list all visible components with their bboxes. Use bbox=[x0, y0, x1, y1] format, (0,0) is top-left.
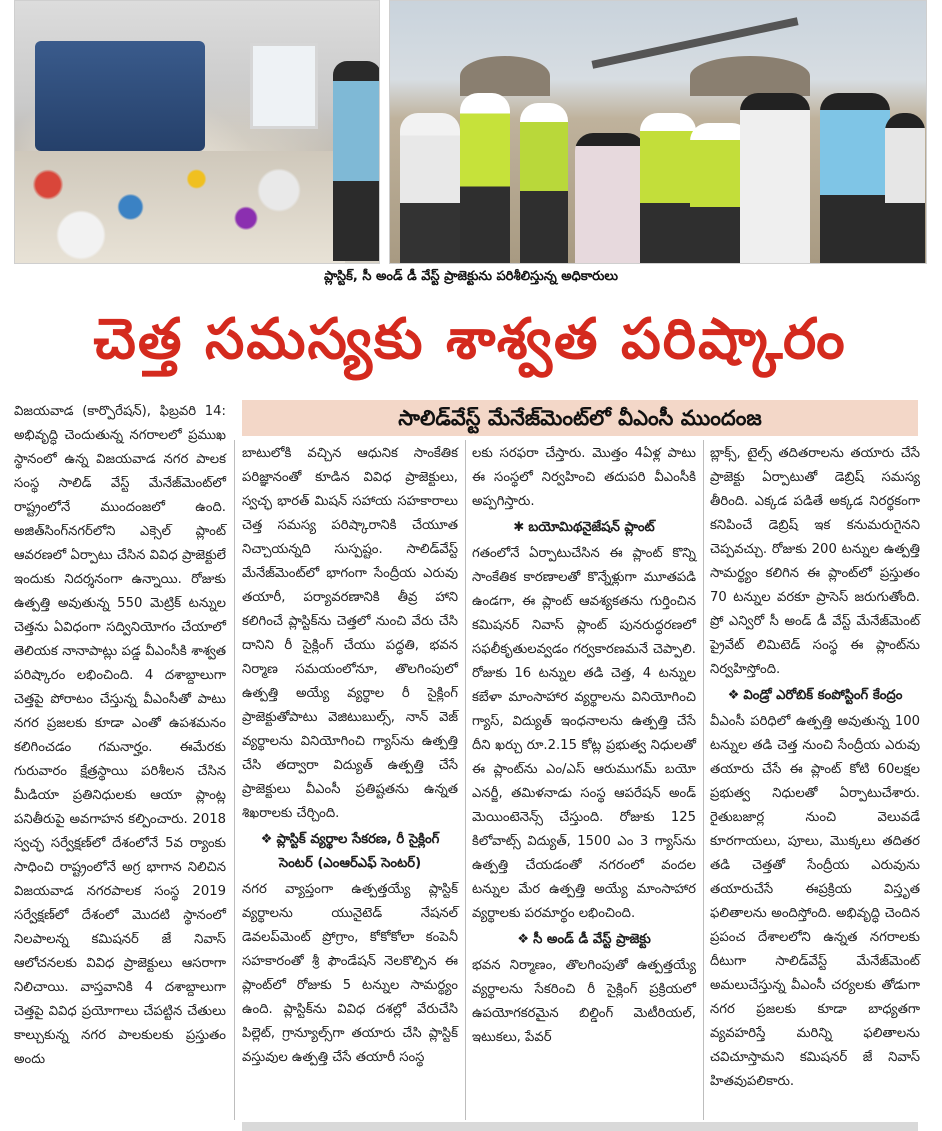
photo-cd-waste-site bbox=[389, 0, 927, 264]
subheadline: సాలిడ్‌వేస్ట్ మేనేజ్‌మెంట్‌లో వీఎంసీ ముందంజ bbox=[242, 400, 918, 436]
material-pile bbox=[460, 56, 550, 96]
article-column-4 bbox=[710, 442, 920, 1094]
section-bullet-icon: ✱ bbox=[513, 520, 525, 535]
article-column-2 bbox=[242, 442, 458, 1070]
headline: చెత్త సమస్యకు శాశ్వత పరిష్కారం bbox=[93, 307, 847, 372]
paragraph: వీఎంసీ పరిధిలో ఉత్పత్తి అవుతున్న 100 టన్నుల తడి చెత్త నుంచి సేంద్రీయ ఎరువు తయారు చేసే ఈ ప్లాంట్ కోటి 60లక్షల ప్రభుత్వ నిధులతో ఏర్పాటుచేశారు. రైతుబజార్ల నుంచి వెలువడే కూరగాయలు, పూలు, మొక్కలు తదితర తడి చెత్తతో సేంద్రీయ ఎరువును తయారుచేసే ఈప్రక్రియ విస్తృత ఫలితాలను అందిస్తోంది. అభివృద్ధి చెందిన ప్రపంచ దేశాలలోని ఉన్నత నగరాలకు దీటుగా సాలిడ్‌వేస్ట్ మేనేజ్‌మెంట్ అమలుచేస్తున్న వీఎంసీ చర్యలకు తోడుగా నగర ప్రజలకు కూడా బాధ్యతగా వ్యవహరిస్తే మరిన్ని ఫలితాలను చవిచూస్తామని కమిషనర్ జే నివాస్ హితవుపలికారు. bbox=[710, 714, 920, 1089]
next-photo-edge bbox=[242, 1122, 918, 1131]
section-heading: ❖ సీ అండ్ డీ వేస్ట్ ప్రాజెక్టు bbox=[517, 932, 651, 947]
section-bullet-icon: ❖ bbox=[260, 832, 273, 847]
column-rule bbox=[234, 440, 235, 1120]
column-rule bbox=[465, 440, 466, 1120]
column-rule bbox=[703, 440, 704, 1120]
photo-plastic-plant bbox=[14, 0, 380, 264]
worker-in-vest bbox=[460, 93, 510, 263]
shredder-machine bbox=[35, 41, 205, 151]
paragraph: లకు సరఫరా చేస్తారు. మొత్తం 4ఏళ్ల పాటు ఈ సంస్థలో నిర్వహించి తదుపరి వీఎంసీకి అప్పగిస్తారు. bbox=[472, 446, 696, 509]
section-bullet-icon: ❖ bbox=[727, 688, 740, 703]
paragraph: బ్లాక్స్, టైల్స్ తదితరాలను తయారు చేసే ప్రాజెక్టు ఏర్పాటుతో డెబ్రిష్ సమస్య తీరింది. ఎక్కడ పడితే అక్కడ నిరర్థకంగా కనిపించే డెబ్రిష్ ఇక కనుమరుగైనని చెప్పవచ్చు. రోజుకు 200 టన్నుల ఉత్పత్తి సామర్థ్యం కలిగిన ఈ ప్లాంట్‌లో ప్రస్తుతం 70 టన్నుల వరకూ ప్రాసెస్ జరుగుతోంది. ప్రో ఎన్విరో సీ అండ్ డీ వేస్ట్ మేనేజ్‌మెంట్ ప్రైవేట్ లిమిటెడ్ సంస్థ ఈ ప్లాంట్‌ను నిర్వహిస్తోంది. bbox=[710, 446, 920, 677]
window bbox=[250, 43, 318, 129]
section-heading: ✱ బయోమిథనైజేషన్ ప్లాంట్ bbox=[513, 520, 655, 535]
worker-in-vest bbox=[520, 103, 568, 263]
official-figure bbox=[575, 133, 645, 263]
section-bullet-icon: ❖ bbox=[517, 932, 530, 947]
official-figure bbox=[885, 113, 925, 263]
official-figure bbox=[820, 93, 890, 263]
official-figure bbox=[400, 113, 460, 263]
paragraph: బాటులోకి వచ్చిన ఆధునిక సాంకేతిక పరిజ్ఞానంతో కూడిన వివిధ ప్రాజెక్టులు, స్వచ్ఛ భారత్ మిషన్ సహాయ సహకారాలు చెత్త సమస్య పరిష్కారానికి చేయూత నిచ్చాయన్నది సుస్పష్టం. సాలిడ్‌వేస్ట్ మేనేజ్‌మెంట్‌లో భాగంగా సేంద్రీయ ఎరువు తయారీ, పర్యావరణానికి తీవ్ర హాని కలిగించే ప్లాస్టిక్‌ను చెత్తలో నుంచి వేరు చేసి దానిని రీ సైక్లింగ్ చేయు పద్ధతి, భవన నిర్మాణ సమయంలోనూ, తొలగింపులో ఉత్పత్తి అయ్యే వ్యర్థాల రీ సైక్లింగ్ ప్రాజెక్టుతోపాటు వెజిటుబుల్స్, నాన్ వెజ్ వ్యర్థాలను వినియోగించి గ్యాస్‌ను ఉత్పత్తి చేసి తద్వారా విద్యుత్ ఉత్పత్తి చేసే ప్రాజెక్టులు వీఎంసీ ప్రతిష్టతను ఉన్నత శిఖరాలకు చేర్చింది. bbox=[242, 446, 458, 821]
plastic-waste-heap bbox=[15, 151, 345, 263]
article-column-1 bbox=[14, 400, 226, 1072]
paragraph: గతంలోనే ఏర్పాటుచేసిన ఈ ప్లాంట్ కొన్ని సాంకేతిక కారణాలతో కొన్నేళ్లుగా మూతపడి ఉండగా, ఈ ప్లాంట్ ఆవశ్యకతను గుర్తించిన కమిషనర్ నివాస్ ప్లాంట్ పునరుద్ధరణలో సఫలీకృతులవ్వడం గర్వకారణమనే చెప్పాలి. రోజుకు 16 టన్నుల తడి చెత్త, 4 టన్నుల కబేళా మాంసాహార వ్యర్థాలను వినియోగించి గ్యాస్, విద్యుత్ ఇంధనాలను ఉత్పత్తి చేసే దీని ఖర్చు రూ.2.15 కోట్ల ప్రభుత్వ నిధులతో ఈ ప్లాంట్‌ను ఎం/ఎస్ ఆరుముగమ్ బయో ఎనర్జీ, తమిళనాడు సంస్థ ఆపరేషన్ అండ్ మెయింటెనెన్స్ చేస్తుంది. రోజుకు 125 కిలోవాట్స్ విద్యుత్, 1500 ఎం 3 గ్యాస్‌ను ఉత్పత్తి చేయడంతో నగరంలో వందల టన్నుల మేర ఉత్పత్తి అయ్యే మాంసాహార వ్యర్థాలకు పరమార్థం లభించింది. bbox=[472, 546, 696, 921]
photo-caption: ప్లాస్టిక్, సీ అండ్ డీ వేస్ట్ ప్రాజెక్టును పరిశీలిస్తున్న అధికారులు bbox=[323, 269, 619, 284]
official-figure bbox=[740, 93, 810, 263]
material-pile bbox=[690, 56, 810, 96]
section-heading: ❖ విండ్రో ఎరోబిక్ కంపోస్టింగ్ కేంద్రం bbox=[727, 688, 903, 703]
section-heading: ❖ ప్లాస్టిక్ వ్యర్థాల సేకరణ, రీ సైక్లింగ్ సెంటర్ (ఎంఆర్ఎఫ్ సెంటర్) bbox=[260, 832, 440, 871]
article-column-3 bbox=[472, 442, 696, 1050]
paragraph: విజయవాడ (కార్పొరేషన్), ఫిబ్రవరి 14: అభివృద్ధి చెందుతున్న నగరాలలో ప్రముఖ స్థానంలో ఉన్న విజయవాడ నగర పాలక సంస్థ సాలిడ్ వేస్ట్ మేనేజ్‌మెంట్‌లో రాష్ట్రంలోనే ముందంజలో ఉంది. అజిత్‌సింగ్‌నగర్‌లోని ఎక్సెల్ ప్లాంట్ ఆవరణలో ఏర్పాటు చేసిన వివిధ ప్రాజెక్టులే ఇందుకు నిదర్శనంగా ఉన్నాయి. రోజుకు ఉత్పత్తి అవుతున్న 550 మెట్రిక్ టన్నుల చెత్తను ఏవిధంగా సద్వినియోగం చేయాలో తెలియక నానాపాట్లు పడ్డ వీఎంసీకి శాశ్వత పరిష్కారం లభించింది. 4 దశాబ్దాలుగా చెత్తపై పోరాటం చేస్తున్న వీఎంసీతో పాటు నగర ప్రజలకు కూడా ఎంతో ఉపశమనం కలిగించడం గమనార్హం. ఈమేరకు గురువారం క్షేత్రస్థాయి పరిశీలన చేసిన మీడియా ప్రతినిధులకు ఆయా ప్లాంట్ల పనితీరుపై అవగాహన కల్పించారు. 2018 స్వచ్ఛ సర్వేక్షణ్‌లో దేశంలోనే 5వ ర్యాంకు సాధించి రాష్ట్రంలోనే అగ్ర భాగాన నిలిచిన విజయవాడ నగరపాలక సంస్థ 2019 సర్వేక్షణ్‌లో దేశంలో మొదటి స్థానంలో నిలపాలన్న కమిషనర్ జే నివాస్ ఆలోచనలకు వివిధ ప్రాజెక్టులు ఆసరాగా నిలిచాయి. వాస్తవానికి 4 దశాబ్దాలుగా చెత్తపై వివిధ ప్రయోగాలు చేపట్టిన చేతులు కాల్చుకున్న నగర పాలకులకు ప్రస్తుతం అందు bbox=[14, 404, 226, 1067]
worker-in-vest bbox=[640, 113, 696, 263]
paragraph: నగర వ్యాప్తంగా ఉత్పత్తయ్యే ప్లాస్టిక్ వ్యర్థాలను యునైటెడ్ నేషనల్ డెవలప్‌మెంట్ ప్రోగ్రాం, కోకోకోలా కంపెనీ సహకారంతో శ్రీ ఫౌండేషన్ నెలకొల్పిన ఈ ప్లాంట్‌లో రోజుకు 5 టన్నుల సామర్థ్యం ఉంది. ప్లాస్టిక్‌ను వివిధ దశల్లో వేరుచేసి పిల్లెట్, గ్రాన్యూల్స్‌గా తయారు చేసి ప్లాస్టిక్ వస్తువుల ఉత్పత్తి చేసే తయారీ సంస్థ bbox=[242, 882, 458, 1065]
official-figure bbox=[333, 61, 380, 261]
paragraph: భవన నిర్మాణం, తొలగింపుతో ఉత్పత్తయ్యే వ్యర్థాలను సేకరించి రీ సైక్లింగ్ ప్రక్రియలో ఉపయోగకరమైన బిల్డింగ్ మెటీరియల్, ఇటుకలు, పేవర్ bbox=[472, 958, 696, 1045]
